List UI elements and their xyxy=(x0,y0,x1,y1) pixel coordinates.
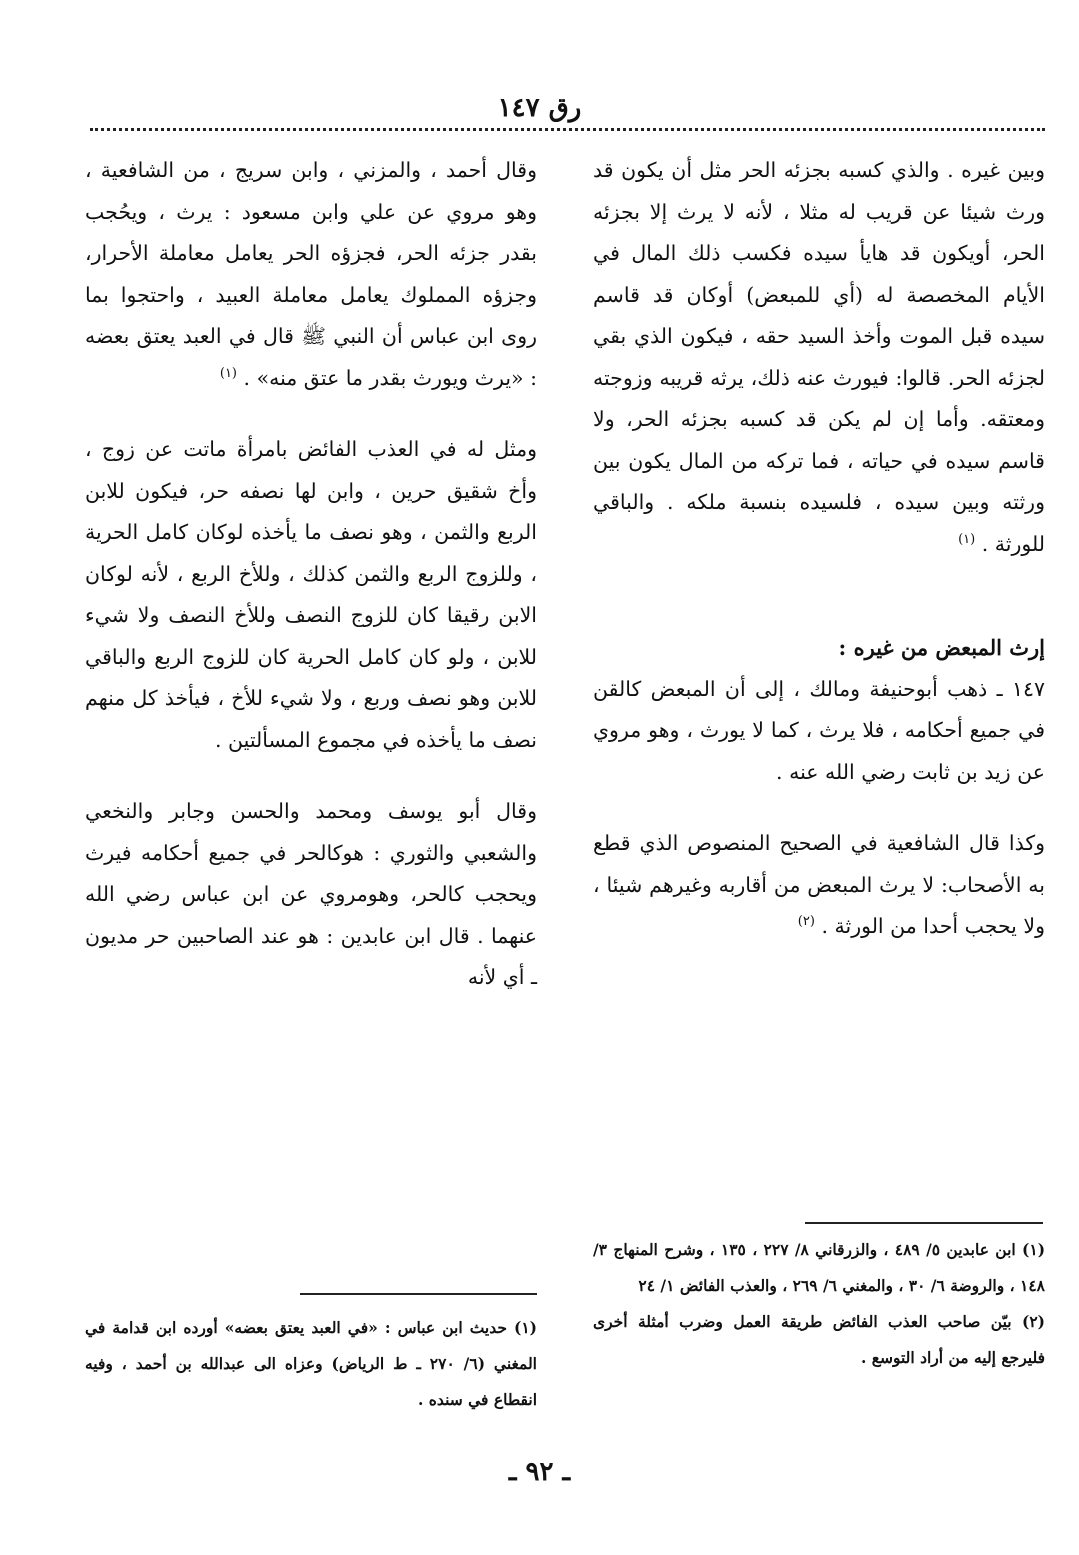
right-paragraph-1: وبين غيره . والذي كسبه بجزئه الحر مثل أن يكون قد ورث شيئا عن قريب له مثلا ، لأنه لا يرث إلا بجزئه الحر، أويكون قد هايأ سيده فكسب ذلك المال في الأيام المخصصة له (أي للمبعض) أوكان قد قاسم سيده قبل الموت وأخذ السيد حقه ، فيكون الذي بقي لجزئه الحر. قالوا: فيورث عنه ذلك، يرثه قريبه وزوجته ومعتقه. وأما إن لم يكن قد كسبه بجزئه الحر، ولا قاسم سيده في حياته ، فما تركه من المال يكون بين ورثته وبين سيده ، فلسيده بنسبة ملكه . والباقي للورثة . $^{(١)}$ xyxy=(593,158,1045,556)
header-title: رق ١٤٧ xyxy=(497,93,582,123)
left-paragraph-2: ومثل له في العذب الفائض بامرأة ماتت عن زوج ، وأخ شقيق حرين ، وابن لها نصفه حر، فيكون للابن الربع والثمن ، وهو نصف ما يأخذه لوكان كامل الحرية ، وللزوج الربع والثمن كذلك ، وللأخ الربع ، لأنه لوكان الابن رقيقا كان للزوج النصف وللأخ النصف ولا شيء للابن ، ولو كان كامل الحرية كان للزوج الربع والباقي للابن وهو نصف وربع ، ولا شيء للأخ ، فيأخذ كل منهم نصف ما يأخذه في مجموع المسألتين . xyxy=(85,437,537,752)
left-paragraph-3: وقال أبو يوسف ومحمد والحسن وجابر والنخعي والشعبي والثوري : هوكالحر في جميع أحكامه فيرث ويحجب كالحر، وهومروي عن ابن عباس رضي الله عنهما . قال ابن عابدين : هو عند الصاحبين حر مديون ـ أي لأنه xyxy=(85,799,537,989)
header-divider xyxy=(90,128,1045,131)
page-header xyxy=(0,88,1079,128)
right-column xyxy=(593,150,1045,948)
footnote-marker: (٢) xyxy=(797,914,815,930)
section-heading: إرث المبعض من غيره : xyxy=(838,635,1045,660)
right-paragraph-3: وكذا قال الشافعية في الصحيح المنصوص الذي قطع به الأصحاب: لا يرث المبعض من أقاربه وغيرهم شيئا ، ولا يحجب أحدا من الورثة . $^{(٢)}$ xyxy=(593,831,1045,938)
footnote-marker: (١) xyxy=(958,531,976,547)
right-paragraph-2: ١٤٧ ـ ذهب أبوحنيفة ومالك ، إلى أن المبعض كالقن في جميع أحكامه ، فلا يرث ، كما لا يورث ، وهو مروي عن زيد بن ثابت رضي الله عنه . xyxy=(593,676,1045,784)
footnote-divider-right xyxy=(805,1222,1043,1224)
footnote-left-1: (١) حديث ابن عباس : «في العبد يعتق بعضه» أورده ابن قدامة في المغني (٦/ ٢٧٠ ـ ط الرياض) وعزاه الى عبدالله بن أحمد ، وفيه انقطاع في سنده . xyxy=(85,1318,537,1409)
left-column xyxy=(85,150,537,999)
footnote-marker: (١) xyxy=(219,365,237,381)
footnote-divider-left xyxy=(300,1293,537,1295)
left-paragraph-1: وقال أحمد ، والمزني ، وابن سريج ، من الشافعية ، وهو مروي عن علي وابن مسعود : يرث ، ويحُجب بقدر جزئه الحر، فجزؤه الحر يعامل معاملة الأحرار، وجزؤه المملوك يعامل معاملة العبيد ، واحتجوا بما روى ابن عباس أن النبي ﷺ قال في العبد يعتق بعضه : «يرث ويورث بقدر ما عتق منه» . $^{(١)}$ xyxy=(85,158,537,390)
footnote-right-1: (١) ابن عابدين ٥/ ٤٨٩ ، والزرقاني ٨/ ٢٢٧ ، ١٣٥ ، وشرح المنهاج ٣/ ١٤٨ ، والروضة ٦/ ٣٠ ، والمغني ٦/ ٢٦٩ ، والعذب الفائض ١/ ٢٤ xyxy=(593,1240,1046,1295)
footnotes-left xyxy=(85,1310,537,1418)
footnote-right-2: (٢) بيّن صاحب العذب الفائض طريقة العمل وضرب أمثلة أخرى فليرجع إليه من أراد التوسع . xyxy=(593,1312,1045,1367)
page-number: ـ ٩٢ ـ xyxy=(508,1457,571,1487)
footnotes-right xyxy=(593,1232,1045,1376)
